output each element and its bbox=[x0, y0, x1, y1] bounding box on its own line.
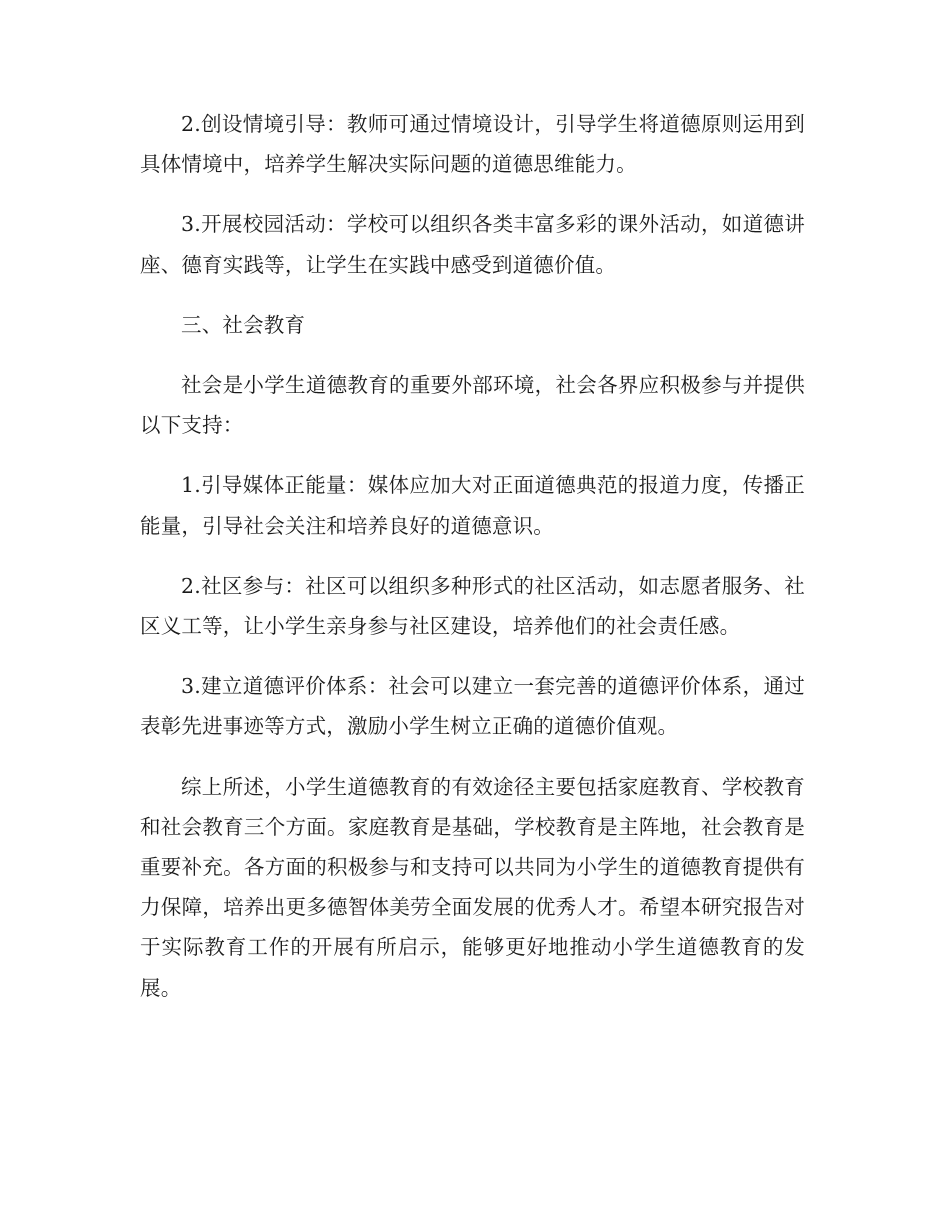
paragraph-conclusion: 综上所述，小学生道德教育的有效途径主要包括家庭教育、学校教育和社会教育三个方面。家庭教育是基础，学校教育是主阵地，社会教育是重要补充。各方面的积极参与和支持可以共同为小学生的道德教育提供有力保障，培养出更多德智体美劳全面发展的优秀人才。希望本研究报告对于实际教育工作的开展有所启示，能够更好地推动小学生道德教育的发展。 bbox=[140, 774, 805, 1000]
paragraph-social-intro: 社会是小学生道德教育的重要外部环境，社会各界应积极参与并提供以下支持： bbox=[140, 373, 805, 438]
document-body bbox=[140, 104, 805, 1028]
paragraph-moral-evaluation-system: 3.建立道德评价体系：社会可以建立一套完善的道德评价体系，通过表彰先进事迹等方式，激励小学生树立正确的道德价值观。 bbox=[140, 674, 805, 739]
paragraph-create-situation: 2.创设情境引导：教师可通过情境设计，引导学生将道德原则运用到具体情境中，培养学生解决实际问题的道德思维能力。 bbox=[140, 112, 805, 177]
paragraph-community-participation: 2.社区参与：社区可以组织多种形式的社区活动，如志愿者服务、社区义工等，让小学生亲身参与社区建设，培养他们的社会责任感。 bbox=[140, 573, 805, 639]
section-heading-social-education: 三、社会教育 bbox=[181, 312, 306, 337]
paragraph-campus-activities: 3.开展校园活动：学校可以组织各类丰富多彩的课外活动，如道德讲座、德育实践等，让学生在实践中感受到道德价值。 bbox=[140, 212, 805, 277]
paragraph-media-positive-energy: 1.引导媒体正能量：媒体应加大对正面道德典范的报道力度，传播正能量，引导社会关注和培养良好的道德意识。 bbox=[140, 473, 805, 538]
